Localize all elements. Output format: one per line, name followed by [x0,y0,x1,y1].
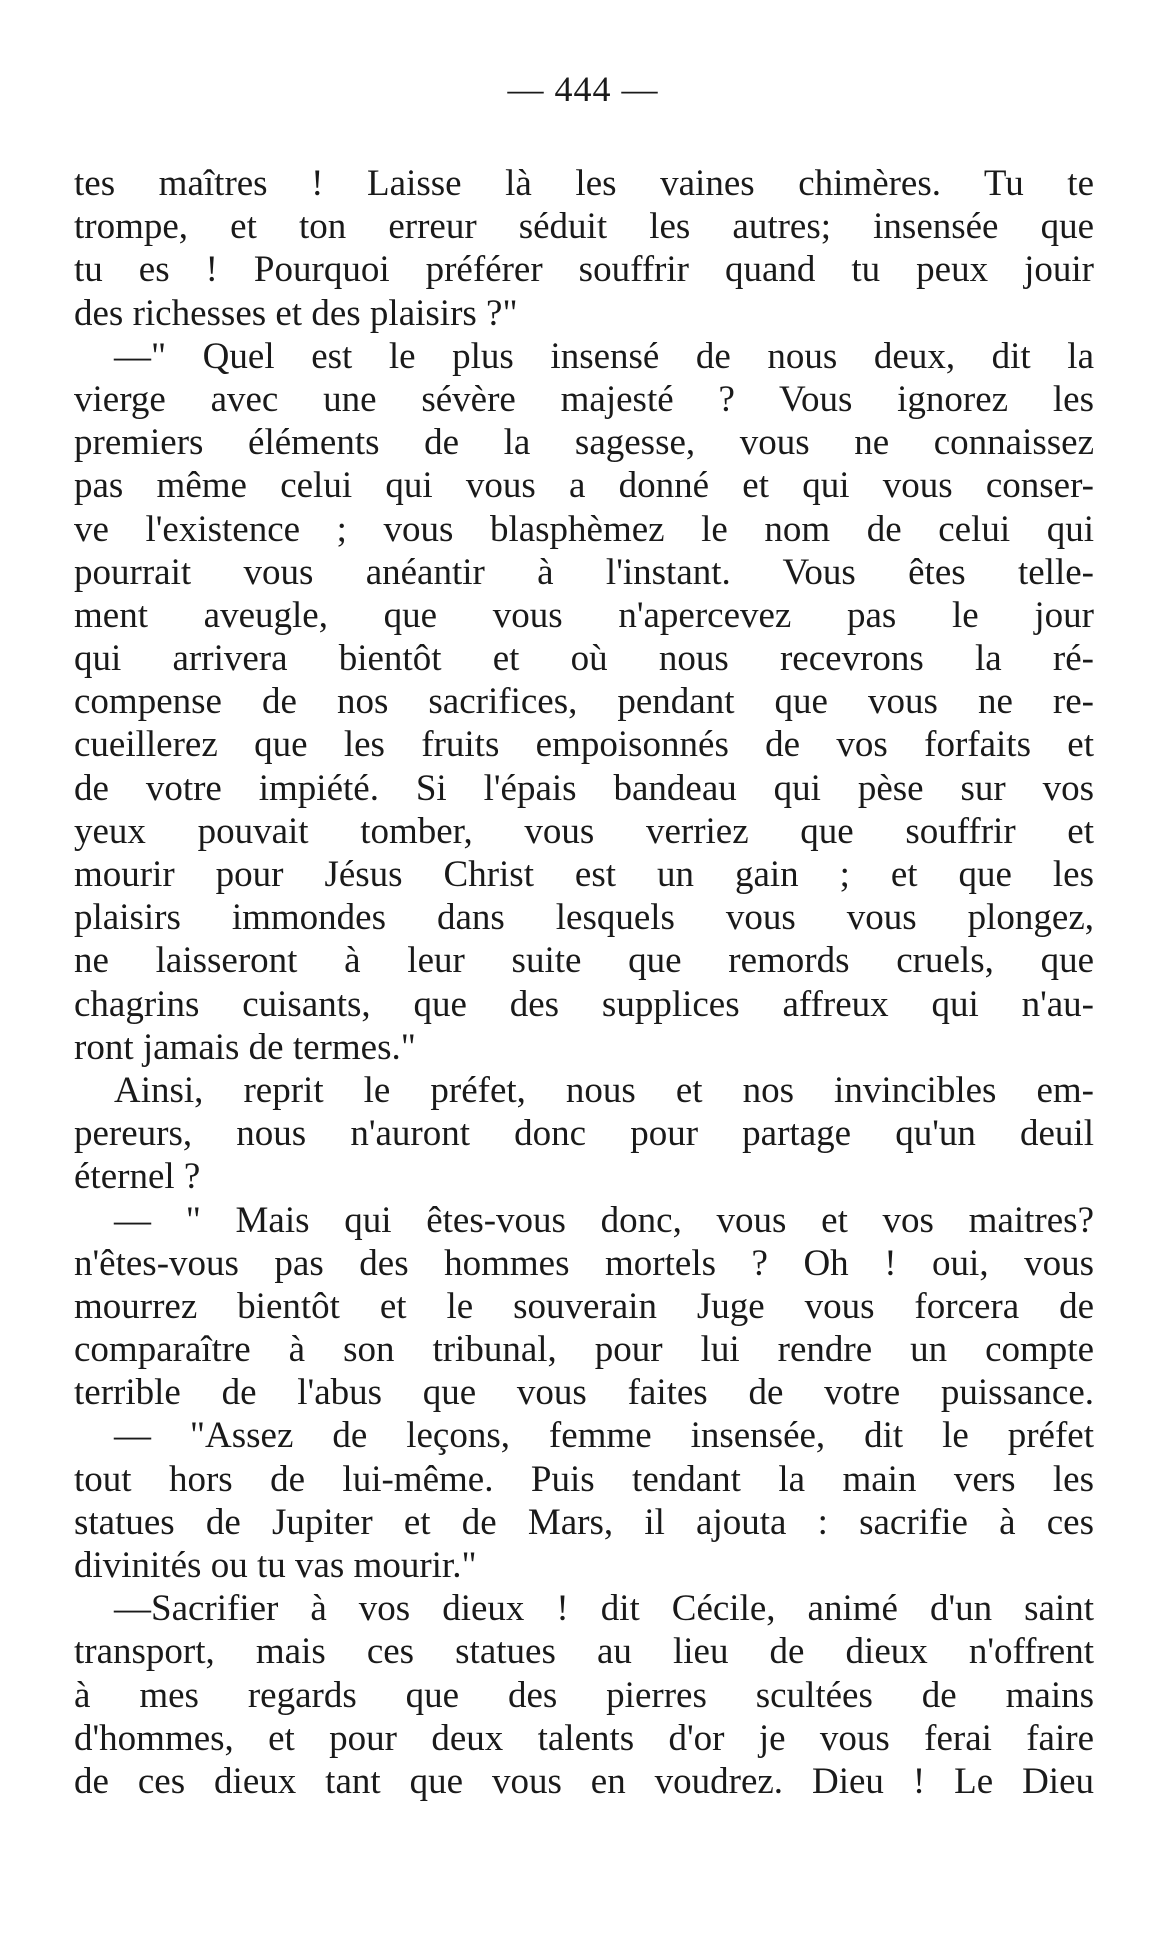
text-line: pereurs, nous n'auront donc pour partage qu'un deuil [74,1113,1094,1155]
text-line: de votre impiété. Si l'épais bandeau qui pèse sur vos [74,767,1094,809]
text-line: trompe, et ton erreur séduit les autres; insensée que [74,206,1094,248]
text-line: ve l'existence ; vous blasphèmez le nom de celui qui [74,508,1094,550]
text-line: de ces dieux tant que vous en voudrez. Dieu ! Le Dieu [74,1760,1094,1802]
text-line: d'hommes, et pour deux talents d'or je vous ferai faire [74,1717,1094,1759]
text-line: statues de Jupiter et de Mars, il ajouta : sacrifie à ces [74,1501,1094,1543]
page-number: — 444 — [507,69,659,109]
text-line: comparaître à son tribunal, pour lui rendre un compte [74,1329,1094,1371]
text-line: des richesses et des plaisirs ?" [74,292,518,334]
text-line: ront jamais de termes." [74,1026,416,1068]
text-line: ment aveugle, que vous n'apercevez pas le jour [74,594,1094,636]
text-line: — " Mais qui êtes-vous donc, vous et vos maitres? [114,1199,1094,1241]
text-line: mourrez bientôt et le souverain Juge vous forcera de [74,1285,1094,1327]
text-line: mourir pour Jésus Christ est un gain ; et que les [74,854,1094,895]
text-line: transport, mais ces statues au lieu de dieux n'offrent [74,1631,1094,1673]
text-line: pas même celui qui vous a donné et qui vous conser- [74,465,1094,507]
text-line: éternel ? [74,1156,201,1198]
text-line: plaisirs immondes dans lesquels vous vous plongez, [74,897,1094,939]
text-line: premiers éléments de la sagesse, vous ne connaissez [74,422,1094,464]
text-line: cueillerez que les fruits empoisonnés de vos forfaits et [74,724,1094,766]
text-line: tout hors de lui-même. Puis tendant la main vers les [74,1458,1094,1500]
text-line: qui arrivera bientôt et où nous recevrons la ré- [74,638,1094,680]
text-line: à mes regards que des pierres scultées de mains [74,1674,1094,1716]
text-line: ne laisseront à leur suite que remords cruels, que [74,940,1094,982]
text-line: n'êtes-vous pas des hommes mortels ? Oh ! oui, vous [74,1242,1094,1284]
text-line: yeux pouvait tomber, vous verriez que souffrir et [74,810,1094,852]
text-line: chagrins cuisants, que des supplices affreux qui n'au- [74,983,1094,1025]
body-text [74,162,1094,1803]
text-line: vierge avec une sévère majesté ? Vous ignorez les [74,378,1094,420]
text-line: divinités ou tu vas mourir." [74,1545,477,1586]
text-line: — "Assez de leçons, femme insensée, dit le préfet [114,1415,1094,1457]
text-line: pourrait vous anéantir à l'instant. Vous êtes telle- [74,551,1094,593]
text-line: terrible de l'abus que vous faites de votre puissance. [74,1372,1094,1414]
text-line: Ainsi, reprit le préfet, nous et nos invincibles em- [114,1069,1094,1111]
text-line: tu es ! Pourquoi préférer souffrir quand tu peux jouir [74,249,1094,291]
text-line: —Sacrifier à vos dieux ! dit Cécile, animé d'un saint [114,1588,1094,1630]
text-line: tes maîtres ! Laisse là les vaines chimères. Tu te [74,163,1094,204]
text-line: —" Quel est le plus insensé de nous deux, dit la [114,335,1094,377]
text-line: compense de nos sacrifices, pendant que vous ne re- [74,681,1094,723]
